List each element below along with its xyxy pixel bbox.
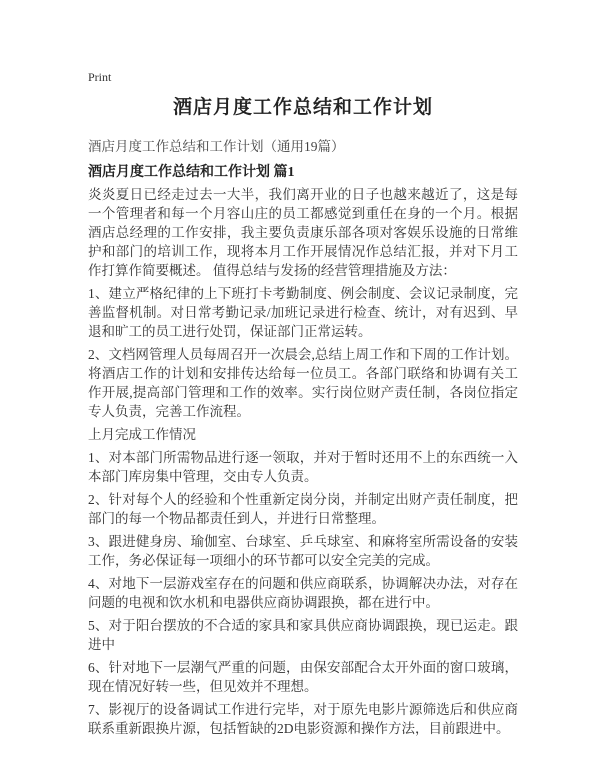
paragraph-task-1: 1、对本部门所需物品进行逐一领取，并对于暂时还用不上的东西统一入本部门库房集中管理，交由专人负责。: [88, 450, 518, 484]
paragraph-intro: 炎炎夏日已经走过去一大半，我们离开业的日子也越来越近了，这是每一个管理者和每一个月容山庄的员工都感觉到重任在身的一个月。根据酒店总经理的工作安排，我主要负责康乐部各项对客娱乐设施的日常维护和部门的培训工作，现将本月工作开展情况作总结汇报，并对下月工作打算作简要概述。 值得总结与发扬的经营管理措施及方法：: [88, 187, 518, 278]
paragraph-task-3: 3、跟进健身房、瑜伽室、台球室、乒乓球室、和麻将室所需设备的安装工作，务必保证每一项细小的环节都可以安全完美的完成。: [88, 534, 518, 568]
paragraph-task-6: 6、针对地下一层潮气严重的问题，由保安部配合太开外面的窗口玻璃，现在情况好转一些，但见效并不理想。: [88, 660, 518, 694]
paragraph-measure-1: 1、建立严格纪律的上下班打卡考勤制度、例会制度、会议记录制度，完善监督机制。对日常考勤记录/加班记录进行检查、统计，对有迟到、早退和旷工的员工进行处罚，保证部门正常运转。: [88, 286, 518, 339]
document-title: 酒店月度工作总结和工作计划: [172, 97, 433, 118]
article-body: [88, 96, 518, 742]
document-subtitle: 酒店月度工作总结和工作计划（通用19篇）: [88, 139, 345, 154]
paragraph-task-4: 4、对地下一层游戏室存在的问题和供应商联系，协调解决办法，对存在问题的电视和饮水机和电器供应商协调跟换，都在进行中。: [88, 576, 518, 610]
paragraph-lastmonth-heading: 上月完成工作情况: [88, 427, 196, 442]
print-link[interactable]: Print: [88, 70, 112, 84]
paragraph-measure-2: 2、文档网管理人员每周召开一次晨会,总结上周工作和下周的工作计划。将酒店工作的计划和安排传达给每一位员工。各部门联络和协调有关工作开展,提高部门管理和工作的效率。实行岗位财产责任制，各岗位指定专人负责，完善工作流程。: [88, 347, 518, 419]
paragraph-task-5: 5、对于阳台摆放的不合适的家具和家具供应商协调跟换，现已运走。跟进中: [88, 618, 518, 652]
paragraph-task-2: 2、针对每个人的经验和个性重新定岗分岗，并制定出财产责任制度，把部门的每一个物品都责任到人，并进行日常整理。: [88, 492, 518, 526]
section-heading-part1: 酒店月度工作总结和工作计划 篇1: [88, 165, 295, 180]
paragraph-task-7: 7、影视厅的设备调试工作进行完毕，对于原先电影片源筛选后和供应商联系重新跟换片源，包括暂缺的2D电影资源和操作方法，目前跟进中。: [88, 702, 518, 736]
